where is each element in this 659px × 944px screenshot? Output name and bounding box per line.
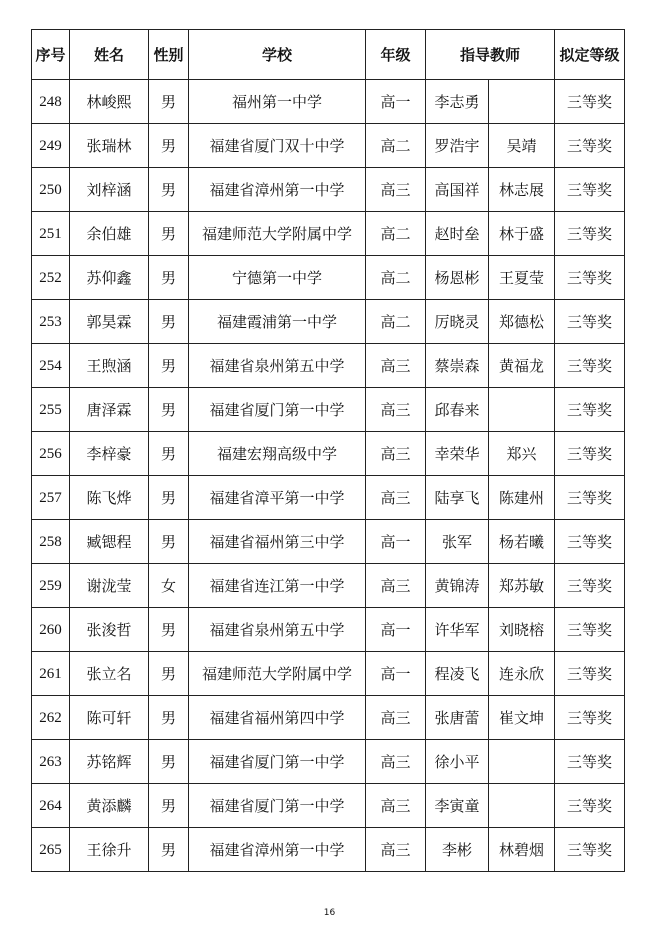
cell-teacher-1: 张唐蕾 <box>426 696 489 740</box>
cell-teacher-2: 崔文坤 <box>489 696 555 740</box>
cell-teacher-2: 黄福龙 <box>489 344 555 388</box>
cell-teacher-2: 林碧烟 <box>489 828 555 872</box>
cell-name: 刘梓涵 <box>70 168 149 212</box>
cell-gender: 男 <box>149 740 189 784</box>
cell-teacher-1: 赵时垒 <box>426 212 489 256</box>
cell-grade: 高三 <box>366 696 426 740</box>
table-row <box>32 212 625 256</box>
cell-grade: 高一 <box>366 608 426 652</box>
header-award: 拟定等级 <box>555 30 625 80</box>
cell-teacher-2: 王夏莹 <box>489 256 555 300</box>
cell-grade: 高三 <box>366 828 426 872</box>
cell-award: 三等奖 <box>555 784 625 828</box>
cell-seq: 258 <box>32 520 70 564</box>
cell-teacher-1: 程凌飞 <box>426 652 489 696</box>
cell-grade: 高二 <box>366 124 426 168</box>
cell-name: 林峻熙 <box>70 80 149 124</box>
header-school: 学校 <box>189 30 366 80</box>
cell-award: 三等奖 <box>555 608 625 652</box>
cell-teacher-2: 刘晓榕 <box>489 608 555 652</box>
cell-grade: 高二 <box>366 300 426 344</box>
cell-teacher-1: 罗浩宇 <box>426 124 489 168</box>
cell-teacher-1: 杨恩彬 <box>426 256 489 300</box>
cell-award: 三等奖 <box>555 520 625 564</box>
cell-award: 三等奖 <box>555 344 625 388</box>
cell-teacher-1: 黄锦涛 <box>426 564 489 608</box>
cell-gender: 男 <box>149 124 189 168</box>
cell-name: 陈可轩 <box>70 696 149 740</box>
cell-gender: 男 <box>149 476 189 520</box>
table-row <box>32 828 625 872</box>
cell-teacher-1: 幸荣华 <box>426 432 489 476</box>
cell-teacher-1: 李志勇 <box>426 80 489 124</box>
cell-seq: 262 <box>32 696 70 740</box>
cell-teacher-2: 吴靖 <box>489 124 555 168</box>
cell-teacher-2: 陈建州 <box>489 476 555 520</box>
cell-name: 李梓豪 <box>70 432 149 476</box>
cell-school: 福建省福州第三中学 <box>189 520 366 564</box>
table-body <box>32 80 625 872</box>
cell-school: 福建省厦门第一中学 <box>189 784 366 828</box>
cell-seq: 265 <box>32 828 70 872</box>
header-name: 姓名 <box>70 30 149 80</box>
page-number: 16 <box>323 908 336 918</box>
cell-seq: 250 <box>32 168 70 212</box>
cell-teacher-2: 林志展 <box>489 168 555 212</box>
cell-grade: 高三 <box>366 564 426 608</box>
cell-name: 臧锶程 <box>70 520 149 564</box>
cell-teacher-2: 林于盛 <box>489 212 555 256</box>
table-row <box>32 80 625 124</box>
cell-teacher-1: 李彬 <box>426 828 489 872</box>
cell-school: 福建霞浦第一中学 <box>189 300 366 344</box>
cell-seq: 257 <box>32 476 70 520</box>
cell-grade: 高二 <box>366 256 426 300</box>
cell-gender: 男 <box>149 300 189 344</box>
cell-name: 陈飞烨 <box>70 476 149 520</box>
cell-school: 福建省福州第四中学 <box>189 696 366 740</box>
cell-school: 福州第一中学 <box>189 80 366 124</box>
cell-seq: 249 <box>32 124 70 168</box>
cell-name: 郭昊霖 <box>70 300 149 344</box>
table-row <box>32 388 625 432</box>
cell-award: 三等奖 <box>555 300 625 344</box>
cell-seq: 255 <box>32 388 70 432</box>
cell-grade: 高三 <box>366 168 426 212</box>
cell-school: 福建师范大学附属中学 <box>189 652 366 696</box>
awards-table <box>31 29 625 872</box>
cell-award: 三等奖 <box>555 388 625 432</box>
cell-gender: 男 <box>149 784 189 828</box>
cell-teacher-2 <box>489 80 555 124</box>
cell-award: 三等奖 <box>555 256 625 300</box>
cell-school: 福建省漳平第一中学 <box>189 476 366 520</box>
cell-grade: 高二 <box>366 212 426 256</box>
cell-seq: 264 <box>32 784 70 828</box>
cell-name: 张瑞林 <box>70 124 149 168</box>
cell-teacher-1: 许华军 <box>426 608 489 652</box>
cell-teacher-1: 高国祥 <box>426 168 489 212</box>
cell-grade: 高一 <box>366 80 426 124</box>
cell-grade: 高一 <box>366 520 426 564</box>
header-teachers: 指导教师 <box>426 30 555 80</box>
cell-teacher-2: 郑兴 <box>489 432 555 476</box>
cell-teacher-1: 张军 <box>426 520 489 564</box>
cell-seq: 252 <box>32 256 70 300</box>
cell-grade: 高三 <box>366 740 426 784</box>
cell-gender: 女 <box>149 564 189 608</box>
cell-gender: 男 <box>149 344 189 388</box>
cell-name: 唐泽霖 <box>70 388 149 432</box>
table-row <box>32 652 625 696</box>
cell-gender: 男 <box>149 432 189 476</box>
cell-teacher-2: 连永欣 <box>489 652 555 696</box>
table-row <box>32 432 625 476</box>
table-row <box>32 300 625 344</box>
cell-teacher-1: 陆享飞 <box>426 476 489 520</box>
cell-grade: 高一 <box>366 652 426 696</box>
cell-gender: 男 <box>149 80 189 124</box>
cell-seq: 253 <box>32 300 70 344</box>
cell-award: 三等奖 <box>555 652 625 696</box>
table-row <box>32 740 625 784</box>
cell-teacher-1: 李寅童 <box>426 784 489 828</box>
cell-school: 福建宏翔高级中学 <box>189 432 366 476</box>
cell-seq: 254 <box>32 344 70 388</box>
cell-school: 福建省泉州第五中学 <box>189 608 366 652</box>
table-row <box>32 784 625 828</box>
cell-teacher-2 <box>489 388 555 432</box>
cell-grade: 高三 <box>366 388 426 432</box>
cell-gender: 男 <box>149 168 189 212</box>
cell-gender: 男 <box>149 212 189 256</box>
table-row <box>32 564 625 608</box>
cell-name: 余伯雄 <box>70 212 149 256</box>
cell-seq: 256 <box>32 432 70 476</box>
table-row <box>32 520 625 564</box>
table-row <box>32 124 625 168</box>
cell-seq: 251 <box>32 212 70 256</box>
header-gender: 性别 <box>149 30 189 80</box>
cell-gender: 男 <box>149 256 189 300</box>
cell-seq: 248 <box>32 80 70 124</box>
cell-award: 三等奖 <box>555 80 625 124</box>
cell-teacher-1: 徐小平 <box>426 740 489 784</box>
cell-award: 三等奖 <box>555 564 625 608</box>
cell-award: 三等奖 <box>555 432 625 476</box>
cell-teacher-1: 邱春来 <box>426 388 489 432</box>
cell-gender: 男 <box>149 828 189 872</box>
cell-school: 福建省漳州第一中学 <box>189 168 366 212</box>
cell-award: 三等奖 <box>555 476 625 520</box>
cell-school: 福建省厦门第一中学 <box>189 388 366 432</box>
cell-gender: 男 <box>149 520 189 564</box>
cell-teacher-2: 杨若曦 <box>489 520 555 564</box>
cell-gender: 男 <box>149 652 189 696</box>
cell-school: 福建省漳州第一中学 <box>189 828 366 872</box>
cell-grade: 高三 <box>366 432 426 476</box>
header-row <box>32 30 625 80</box>
cell-name: 苏铭辉 <box>70 740 149 784</box>
cell-gender: 男 <box>149 608 189 652</box>
cell-seq: 261 <box>32 652 70 696</box>
cell-name: 王徐升 <box>70 828 149 872</box>
cell-name: 谢泷莹 <box>70 564 149 608</box>
cell-school: 福建省厦门双十中学 <box>189 124 366 168</box>
cell-teacher-2: 郑德松 <box>489 300 555 344</box>
table-row <box>32 168 625 212</box>
cell-name: 张浚哲 <box>70 608 149 652</box>
cell-seq: 260 <box>32 608 70 652</box>
cell-seq: 263 <box>32 740 70 784</box>
cell-grade: 高三 <box>366 784 426 828</box>
cell-teacher-1: 蔡崇森 <box>426 344 489 388</box>
cell-grade: 高三 <box>366 344 426 388</box>
cell-award: 三等奖 <box>555 168 625 212</box>
cell-seq: 259 <box>32 564 70 608</box>
table-row <box>32 344 625 388</box>
cell-award: 三等奖 <box>555 696 625 740</box>
table-row <box>32 256 625 300</box>
cell-award: 三等奖 <box>555 828 625 872</box>
cell-grade: 高三 <box>366 476 426 520</box>
cell-school: 福建省连江第一中学 <box>189 564 366 608</box>
cell-school: 宁德第一中学 <box>189 256 366 300</box>
cell-teacher-2 <box>489 740 555 784</box>
cell-name: 张立名 <box>70 652 149 696</box>
header-seq: 序号 <box>32 30 70 80</box>
table-row <box>32 476 625 520</box>
cell-award: 三等奖 <box>555 124 625 168</box>
cell-gender: 男 <box>149 696 189 740</box>
cell-award: 三等奖 <box>555 740 625 784</box>
cell-school: 福建省泉州第五中学 <box>189 344 366 388</box>
cell-school: 福建省厦门第一中学 <box>189 740 366 784</box>
cell-school: 福建师范大学附属中学 <box>189 212 366 256</box>
cell-name: 苏仰鑫 <box>70 256 149 300</box>
cell-teacher-2: 郑苏敏 <box>489 564 555 608</box>
table-row <box>32 608 625 652</box>
table-row <box>32 696 625 740</box>
cell-teacher-2 <box>489 784 555 828</box>
cell-name: 黄添麟 <box>70 784 149 828</box>
cell-teacher-1: 厉晓灵 <box>426 300 489 344</box>
cell-name: 王煦涵 <box>70 344 149 388</box>
header-grade: 年级 <box>366 30 426 80</box>
cell-gender: 男 <box>149 388 189 432</box>
cell-award: 三等奖 <box>555 212 625 256</box>
